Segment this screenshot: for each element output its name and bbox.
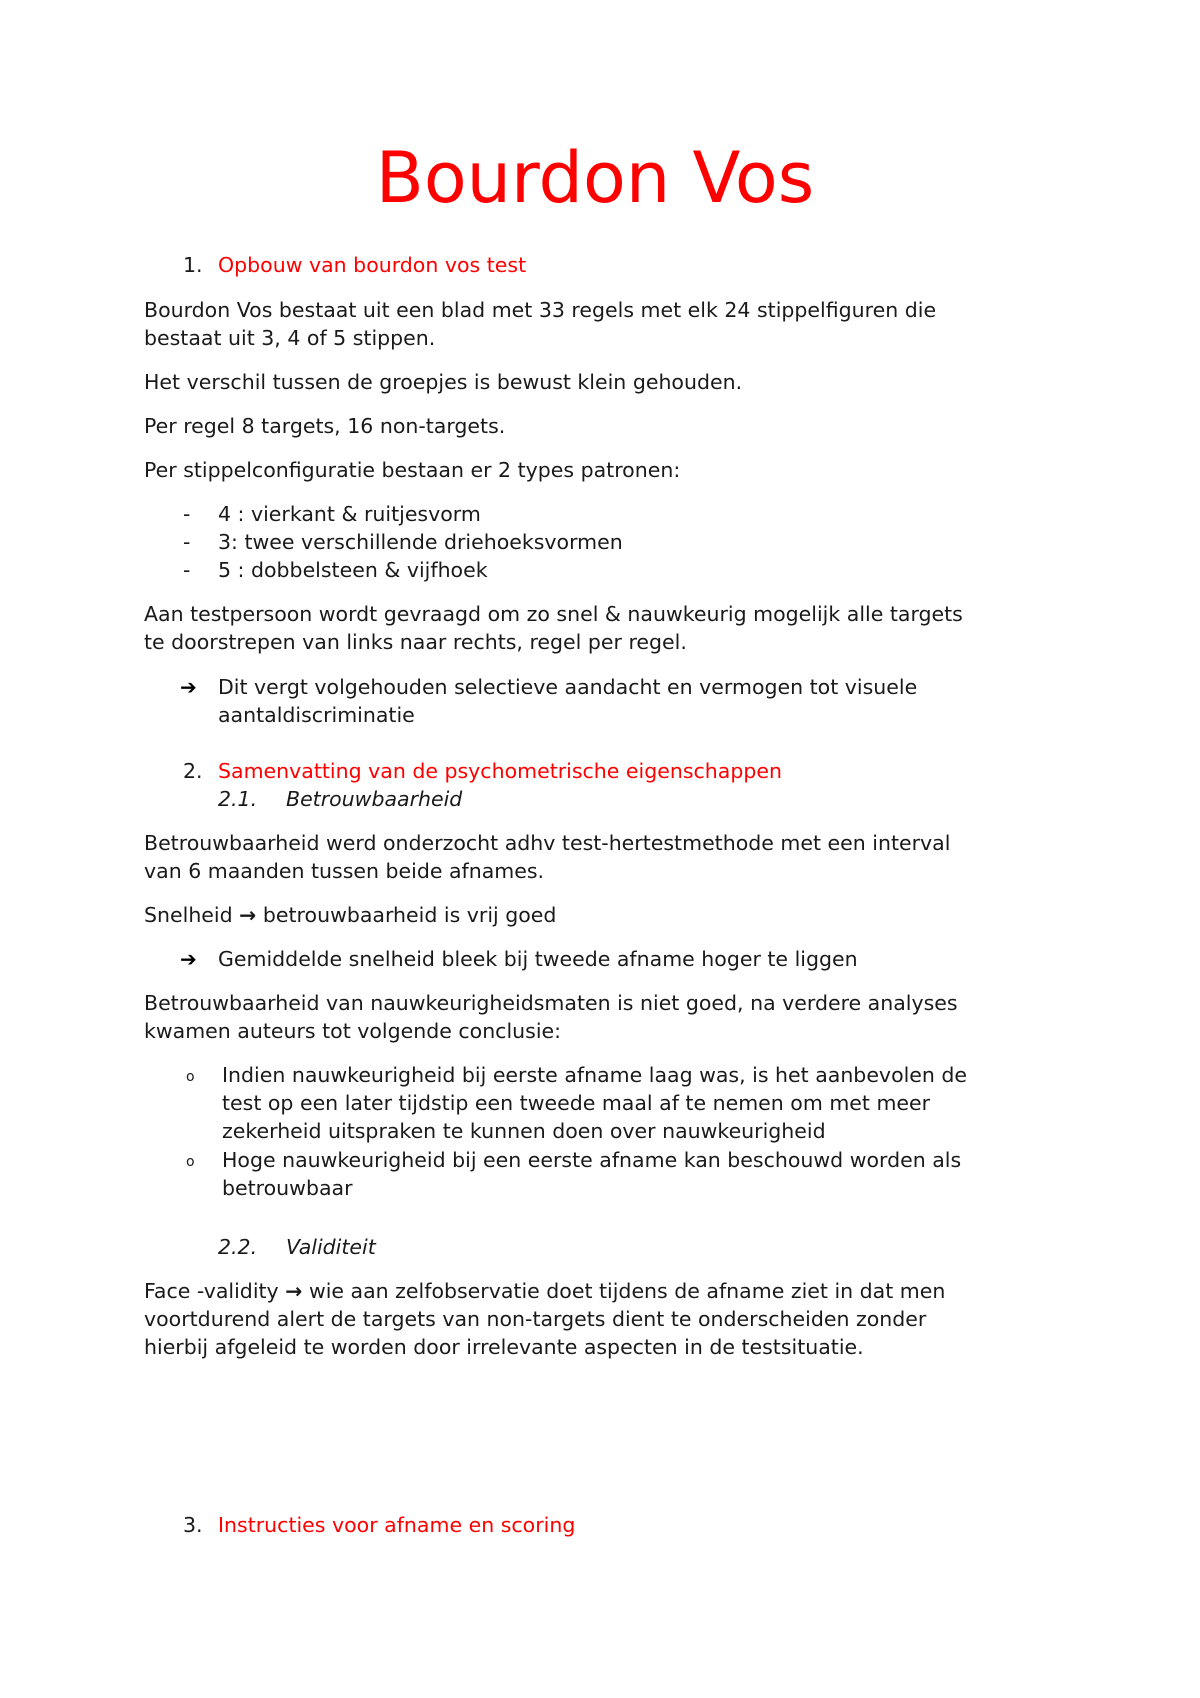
section-2-number: 2. xyxy=(183,759,203,783)
s2-paragraph-3-line-1: Betrouwbaarheid van nauwkeurigheidsmaten is niet goed, na verdere analyses xyxy=(144,991,958,1015)
s2-paragraph-2 xyxy=(144,901,556,929)
s1-arrow-line-1: Dit vergt volgehouden selectieve aandacht en vermogen tot visuele xyxy=(218,675,918,699)
s2-bullet-1-line-3: zekerheid uitspraken te kunnen doen over nauwkeurigheid xyxy=(222,1119,826,1143)
arrow-right-icon: ➔ xyxy=(180,675,197,699)
s1-paragraph-5-line-1: Aan testpersoon wordt gevraagd om zo snel & nauwkeurig mogelijk alle targets xyxy=(144,602,963,626)
subsection-2-2-number: 2.2. xyxy=(218,1235,258,1259)
list-item: 4 : vierkant & ruitjesvorm xyxy=(218,502,481,526)
s2-paragraph-4-line-3: hierbij afgeleid te worden door irrelevante aspecten in de testsituatie. xyxy=(144,1335,864,1359)
subsection-2-2-heading: Validiteit xyxy=(286,1235,376,1259)
s2-bullet-1-line-1: Indien nauwkeurigheid bij eerste afname laag was, is het aanbevolen de xyxy=(222,1063,968,1087)
bullet-circle-icon: o xyxy=(186,1154,195,1170)
s2-arrow-line: Gemiddelde snelheid bleek bij tweede afname hoger te liggen xyxy=(218,947,858,971)
bullet-circle-icon: o xyxy=(186,1069,195,1085)
s1-paragraph-4: Per stippelconfiguratie bestaan er 2 types patronen: xyxy=(144,458,681,482)
list-dash: - xyxy=(183,502,191,526)
list-item: 5 : dobbelsteen & vijfhoek xyxy=(218,558,488,582)
list-dash: - xyxy=(183,530,191,554)
subsection-2-1-number: 2.1. xyxy=(218,787,258,811)
s2-bullet-2-line-2: betrouwbaar xyxy=(222,1176,353,1200)
s2-paragraph-4-line-1 xyxy=(144,1277,945,1305)
arrow-right-icon: → xyxy=(285,1279,303,1303)
s2-paragraph-1-line-1: Betrouwbaarheid werd onderzocht adhv test-hertestmethode met een interval xyxy=(144,831,951,855)
arrow-right-icon: ➔ xyxy=(180,947,197,971)
s2-bullet-2-line-1: Hoge nauwkeurigheid bij een eerste afname kan beschouwd worden als xyxy=(222,1148,962,1172)
s2-paragraph-1-line-2: van 6 maanden tussen beide afnames. xyxy=(144,859,545,883)
s2-paragraph-2-before: Snelheid xyxy=(144,903,233,927)
s2-paragraph-4-line-2: voortdurend alert de targets van non-targets dient te onderscheiden zonder xyxy=(144,1307,927,1331)
arrow-right-icon: → xyxy=(239,903,257,927)
section-1-number: 1. xyxy=(183,253,203,277)
s2-paragraph-4-before: Face -validity xyxy=(144,1279,279,1303)
s1-paragraph-5-line-2: te doorstrepen van links naar rechts, regel per regel. xyxy=(144,630,687,654)
section-2-heading: Samenvatting van de psychometrische eigenschappen xyxy=(218,759,782,783)
s1-paragraph-1-line-1: Bourdon Vos bestaat uit een blad met 33 regels met elk 24 stippelfiguren die xyxy=(144,298,937,322)
s1-paragraph-1-line-2: bestaat uit 3, 4 of 5 stippen. xyxy=(144,326,436,350)
s2-paragraph-4-after: wie aan zelfobservatie doet tijdens de afname ziet in dat men xyxy=(308,1279,946,1303)
document-title: Bourdon Vos xyxy=(375,137,815,219)
s2-paragraph-2-after: betrouwbaarheid is vrij goed xyxy=(262,903,557,927)
section-1-heading: Opbouw van bourdon vos test xyxy=(218,253,527,277)
s2-paragraph-3-line-2: kwamen auteurs tot volgende conclusie: xyxy=(144,1019,562,1043)
s1-paragraph-3: Per regel 8 targets, 16 non-targets. xyxy=(144,414,506,438)
s1-arrow-line-2: aantaldiscriminatie xyxy=(218,703,415,727)
list-dash: - xyxy=(183,558,191,582)
s1-paragraph-2: Het verschil tussen de groepjes is bewust klein gehouden. xyxy=(144,370,743,394)
section-3-number: 3. xyxy=(183,1513,203,1537)
s2-bullet-1-line-2: test op een later tijdstip een tweede maal af te nemen om met meer xyxy=(222,1091,931,1115)
list-item: 3: twee verschillende driehoeksvormen xyxy=(218,530,623,554)
section-3-heading: Instructies voor afname en scoring xyxy=(218,1513,576,1537)
subsection-2-1-heading: Betrouwbaarheid xyxy=(286,787,463,811)
